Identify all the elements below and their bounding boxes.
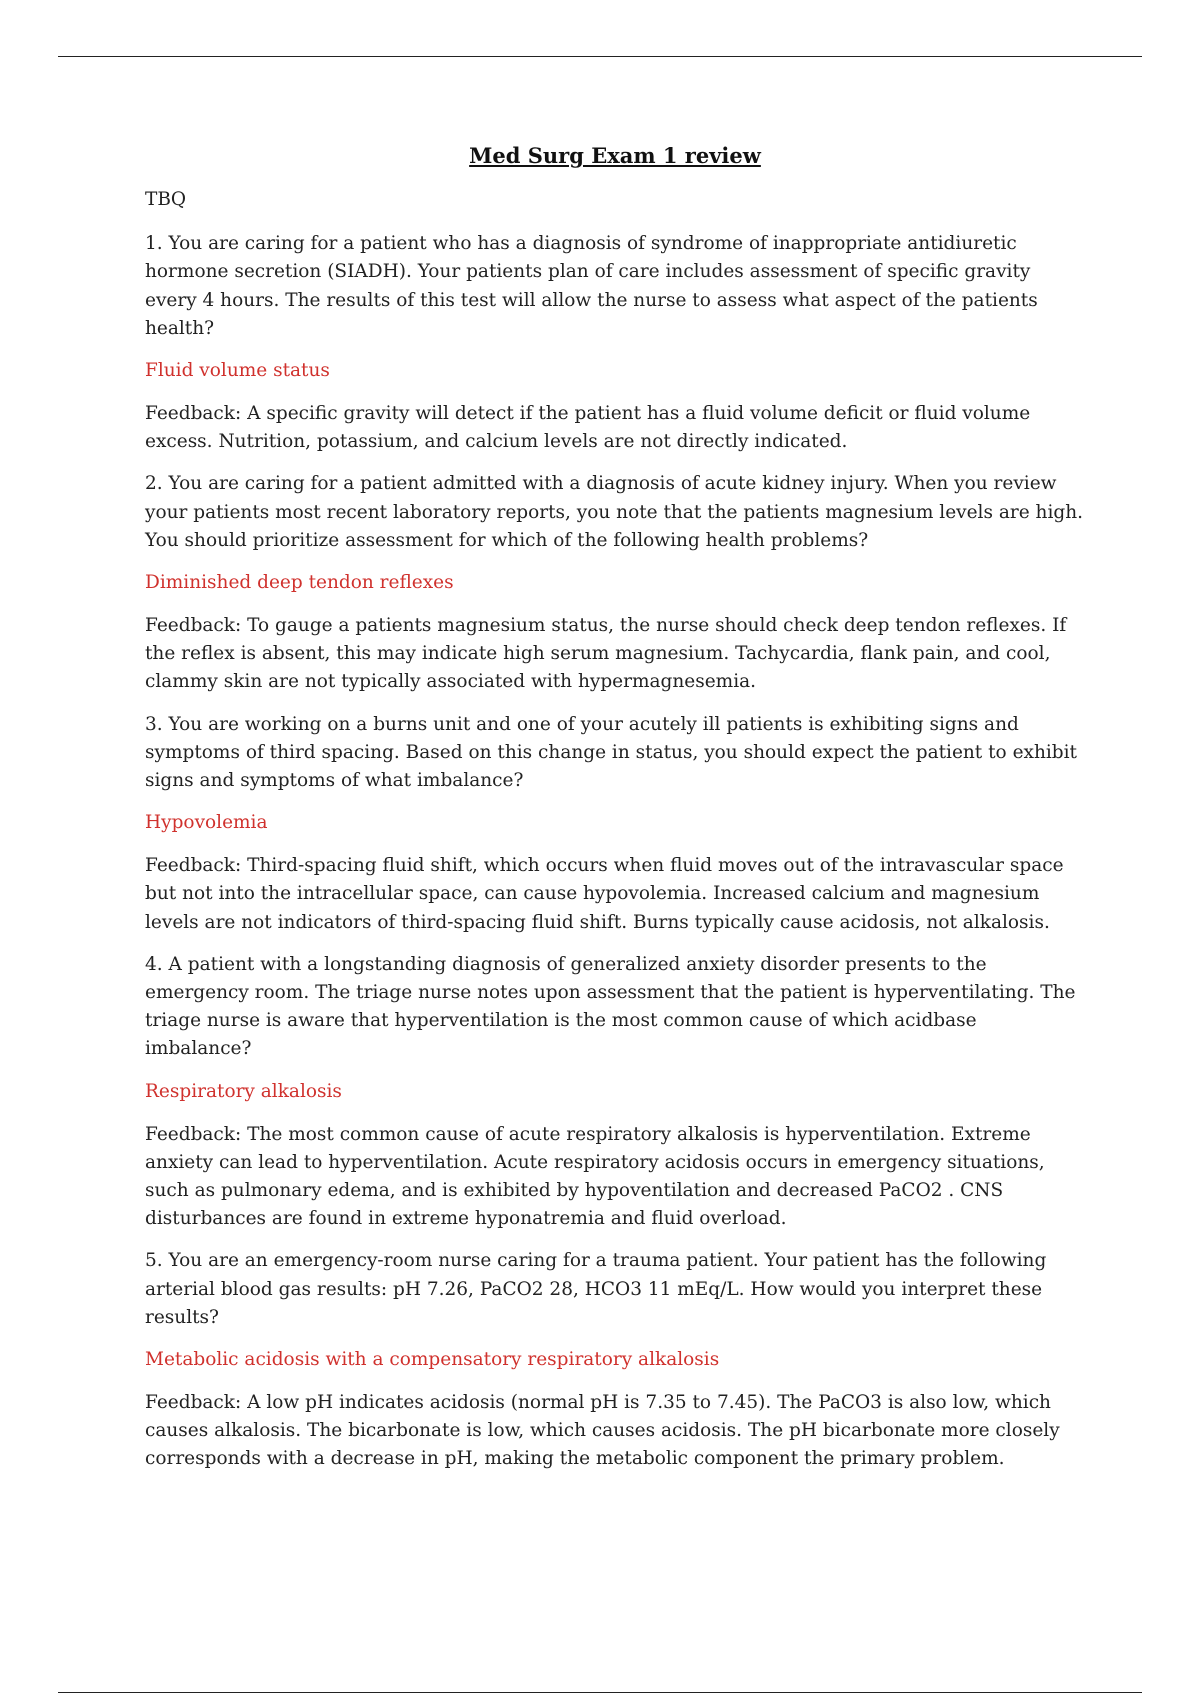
question-block-5 (145, 1247, 1085, 1473)
question-text: 1. You are caring for a patient who has a diagnosis of syndrome of inappropriate antidiuretic hormone secretion (SIADH). Your patients plan of care includes assessment of specific gravity every 4 hours. The results of this test will allow the nurse to assess what aspect of the patients health? (145, 233, 1038, 339)
footer-rule (58, 1692, 1142, 1693)
question-text: 2. You are caring for a patient admitted with a diagnosis of acute kidney injury. When you review your patients most recent laboratory reports, you note that the patients magnesium levels are high. You should prioritize assessment for which of the following health problems? (145, 473, 1084, 551)
document-title: Med Surg Exam 1 review (469, 143, 761, 168)
section-label: TBQ (145, 189, 187, 211)
answer-text: Metabolic acidosis with a compensatory respiratory alkalosis (145, 1349, 720, 1371)
header-rule (58, 56, 1142, 57)
feedback-text: Feedback: The most common cause of acute respiratory alkalosis is hyperventilation. Extreme anxiety can lead to hyperventilation. Acute respiratory acidosis occurs in emergency situations, such as pulmonary edema, and is exhibited by hypoventilation and decreased PaCO2 . CNS disturbances are found in extreme hyponatremia and fluid overload. (145, 1123, 1045, 1230)
question-block-3 (145, 711, 1085, 937)
answer-text: Diminished deep tendon reflexes (145, 572, 454, 594)
question-text: 5. You are an emergency-room nurse caring for a trauma patient. Your patient has the following arterial blood gas results: pH 7.26, PaCO2 28, HCO3 11 mEq/L. How would you interpret these results? (145, 1250, 1047, 1328)
question-text: 4. A patient with a longstanding diagnosis of generalized anxiety disorder presents to the emergency room. The triage nurse notes upon assessment that the patient is hyperventilating. The triage nurse is aware that hyperventilation is the most common cause of which acidbase imbalance? (145, 953, 1076, 1060)
feedback-text: Feedback: A low pH indicates acidosis (normal pH is 7.35 to 7.45). The PaCO3 is also low, which causes alkalosis. The bicarbonate is low, which causes acidosis. The pH bicarbonate more closely corresponds with a decrease in pH, making the metabolic component the primary problem. (145, 1392, 1060, 1470)
document-body (145, 143, 1085, 1488)
question-block-2 (145, 470, 1085, 696)
question-block-4 (145, 951, 1085, 1234)
answer-text: Respiratory alkalosis (145, 1080, 342, 1102)
question-text: 3. You are working on a burns unit and one of your acutely ill patients is exhibiting signs and symptoms of third spacing. Based on this change in status, you should expect the patient to exhibit signs and symptoms of what imbalance? (145, 713, 1077, 792)
feedback-text: Feedback: To gauge a patients magnesium status, the nurse should check deep tendon reflexes. If the reflex is absent, this may indicate high serum magnesium. Tachycardia, flank pain, and cool, clammy skin are not typically associated with hypermagnesemia. (145, 615, 1067, 693)
answer-text: Hypovolemia (145, 812, 268, 834)
feedback-text: Feedback: Third-spacing fluid shift, which occurs when fluid moves out of the intravascular space but not into the intracellular space, can cause hypovolemia. Increased calcium and magnesium levels are not indicators of third-spacing fluid shift. Burns typically cause acidosis, not alkalosis. (145, 855, 1064, 933)
feedback-text: Feedback: A specific gravity will detect if the patient has a fluid volume deficit or fluid volume excess. Nutrition, potassium, and calcium levels are not directly indicated. (145, 403, 1031, 453)
answer-text: Fluid volume status (145, 360, 330, 381)
question-block-1 (145, 230, 1085, 456)
